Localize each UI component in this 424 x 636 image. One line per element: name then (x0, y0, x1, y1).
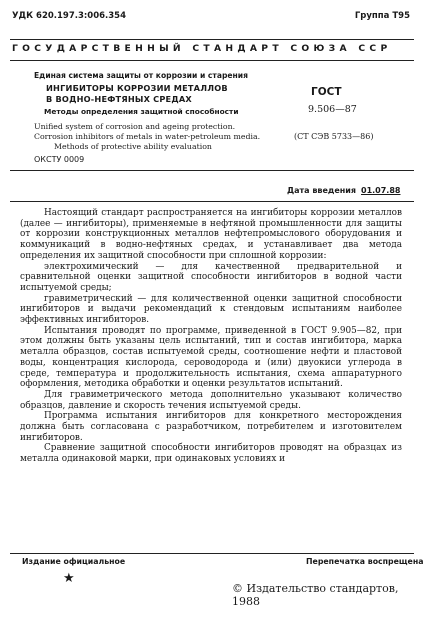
paragraph-scope: Настоящий стандарт распространяется на ингибиторы коррозии металлов (далее — ингибиторы), применяемые в нефтяной промышленности для защиты от коррозии конструкционных металлов нефтепромыслового оборудования и коммуникаций в водно-нефтяных средах, и устанавливает два метода определения их защитной способности при сплошной коррозии: (20, 208, 402, 261)
intro-rule (10, 201, 414, 202)
title-line-2: В ВОДНО-НЕФТЯНЫХ СРЕДАХ (46, 94, 192, 104)
document-title (46, 83, 228, 105)
title-block-rule (10, 170, 414, 171)
gost-label: ГОСТ (311, 86, 342, 98)
english-title-line-1: Unified system of corrosion and ageing protection. (34, 122, 236, 131)
system-name: Единая система защиты от коррозии и старения (34, 71, 248, 80)
english-title (34, 122, 260, 151)
official-edition-label: Издание официальное (22, 557, 126, 566)
paragraph-comparison: Сравнение защитной способности ингибиторов проводят на образцах из металла одинаковой марки, при одинаковых условиях и (20, 443, 402, 465)
paragraph-test-program: Испытания проводят по программе, приведенной в ГОСТ 9.905—82, при этом должны быть указаны цель испытаний, тип и состав ингибитора, марка металла образцов, состав испытуемой среды, соотношение нефти и пластовой воды, концентрация кислорода, сероводорода и (или) двуокиси углерода в среде, температура и продолжительность испытания, схема аппаратурного оформления, методика обработки и оценки результатов испытаний. (20, 325, 402, 390)
paragraph-gravimetric-extra: Для гравиметрического метода дополнительно указывают количество образцов, давление и скорость течения испытуемой среды. (20, 389, 402, 411)
okstu-code: ОКСТУ 0009 (34, 155, 85, 164)
english-title-line-3: Methods of protective ability evaluation (54, 141, 212, 151)
header-rule-bottom (10, 60, 414, 61)
copyright-notice: © Издательство стандартов, 1988 (232, 582, 399, 608)
title-line-1: ИНГИБИТОРЫ КОРРОЗИИ МЕТАЛЛОВ (46, 83, 228, 93)
standard-body-text (20, 208, 402, 465)
state-standard-banner: ГОСУДАРСТВЕННЫЙ СТАНДАРТ СОЮЗА ССР (12, 43, 392, 54)
methods-subtitle: Методы определения защитной способности (44, 107, 239, 116)
reprint-prohibited-label: Перепечатка воспрещена (306, 557, 424, 566)
paragraph-electrochemical: электрохимический — для качественной предварительной и сравнительной оценки защитной способности ингибиторов в водной части испытуемой среды; (20, 261, 402, 293)
paragraph-gravimetric: гравиметрический — для количественной оценки защитной способности ингибиторов и выдачи рекомендаций к стендовым испытаниям наиболее эффективных ингибиторов. (20, 293, 402, 326)
paragraph-program-agreement: Программа испытания ингибиторов для конкретного месторождения должна быть согласована с разработчиком, потребителем и изготовителем ингибиторов. (20, 411, 402, 443)
udk-code: УДК 620.197.3:006.354 (12, 11, 127, 21)
st-sev-reference: (СТ СЭВ 5733—86) (294, 132, 374, 141)
english-title-line-2: Corrosion inhibitors of metals in water-petroleum media. (34, 131, 261, 141)
group-code: Группа Т95 (354, 11, 410, 21)
footer-rule (10, 553, 414, 554)
header-rule-top (10, 39, 414, 40)
star-icon: ★ (63, 571, 75, 586)
intro-date-label: Дата введения (287, 186, 357, 195)
intro-date-value: 01.07.88 (361, 186, 401, 195)
gost-number: 9.506—87 (308, 104, 357, 115)
